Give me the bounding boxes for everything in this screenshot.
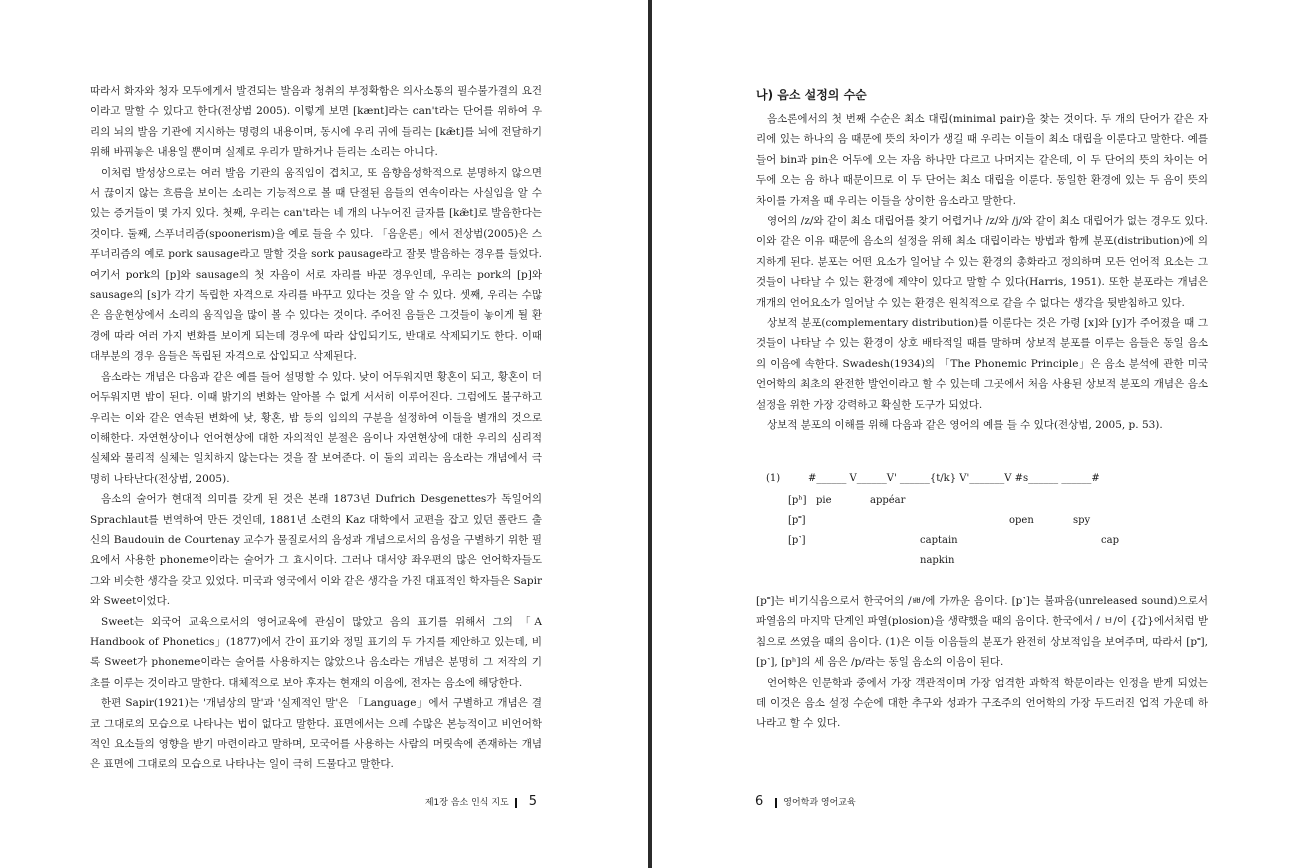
right-footer (755, 794, 856, 809)
example-word: napkin (920, 555, 955, 566)
paragraph: 상보적 분포의 이해를 위해 다음과 같은 영어의 예를 들 수 있다(전상범, 2005, p. 53). (767, 419, 1163, 432)
footer-divider (515, 798, 517, 808)
section-title: 나) 음소 설정의 수순 (756, 88, 867, 102)
paragraph: [p˭]는 비기식음으로서 한국어의 /ㅃ/에 가까운 음이다. [p˺]는 불파음(unreleased sound)으로서 파열음의 마지막 단계인 파열(plosion)을 생략했을 때의 음이다. 한국에서 / ㅂ/이 {갑}에서처럼 받침으로 쓰였을 때의 음이다. (1)은 이들 이음들의 분포가 완전히 상보적임을 보여주며, 따라서 [p˭], [p˺], [pʰ]의 세 음은 /p/라는 동일 음소의 이음이 된다. (756, 595, 1208, 669)
example-environment: #______ V______V' ______{t/k} V'_______V #s______ ______# (808, 473, 1100, 484)
right-body-text-2 (756, 591, 1208, 734)
left-footer (425, 794, 543, 809)
paragraph: 영어의 /z/와 같이 최소 대립어를 찾기 어렵거나 /z/와 /j/와 같이 최소 대립어가 없는 경우도 있다. 이와 같은 이유 때문에 음소의 설정을 위해 최소 대립이라는 방법과 함께 분포(distribution)에 의지하게 된다. 분포는 어떤 요소가 일어날 수 있는 환경의 총화라고 정의하며 모든 언어적 요소는 그것들이 나타날 수 있는 환경에 제약이 있다고 말할 수 있다(Harris, 1951). 또한 분포라는 개념은 개개의 언어요소가 일어날 수 있는 환경은 원칙적으로 같을 수 없다는 생각을 뒷받침하고 있다. (756, 215, 1208, 309)
page-number: 5 (528, 794, 537, 809)
example-word: pie (816, 495, 832, 506)
example-word: open (1009, 515, 1034, 526)
left-body-text (90, 81, 542, 775)
paragraph: 이처럼 발성상으로는 여러 발음 기관의 움직임이 겹치고, 또 음향음성학적으로 분명하지 않으면서 끊이지 않는 흐름을 보이는 소리는 기능적으로 볼 때 단절된 음들의 연속이라는 사실임을 알 수 있는 증거들이 몇 가지 있다. 첫째, 우리는 can't라는 네 개의 나누어진 글자를 [kæ̃t]로 발음한다는 것이다. 둘째, 스푸너리즘(spoonerism)을 예로 들을 수 있다. 「음운론」에서 전상범(2005)은 스푸너리즘의 예로 pork sausage라고 말할 것을 sork pausage라고 잘못 발음하는 경우를 들었다. 여기서 pork의 [p]와 sausage의 첫 자음이 서로 자리를 바꾼 경우인데, 우리는 pork의 [p]와 sausage의 [s]가 각기 독립한 자격으로 자리를 바꾸고 있다는 것을 알 수 있다. 셋째, 우리는 수많은 음운현상에서 소리의 움직임을 많이 볼 수 있다는 것이다. 주어진 음들은 그것들이 놓이게 될 환경에 따라 여러 가지 변화를 보이게 되는데 경우에 따라 삽입되기도, 반대로 삭제되기도 한다. 이때 대부분의 경우 음들은 독립된 자격으로 삽입되고 삭제된다. (90, 166, 542, 363)
page-number: 6 (755, 794, 764, 809)
allophone-aspirated: [pʰ] (788, 495, 807, 506)
paragraph: 따라서 화자와 청자 모두에게서 발견되는 발음과 청취의 부정확함은 의사소통의 필수불가결의 요건이라고 말할 수 있다고 한다(전상범 2005). 이렇게 보면 [kænt]라는 can't라는 단어를 위하여 우리의 뇌의 발음 기관에 지시하는 명령의 내용이며, 동시에 우리 귀에 들리는 [kæ̃t]를 뇌에 전달하기 위해 바꿔놓은 내용일 뿐이며 실제로 우리가 말하거나 듣리는 소리는 아니다. (90, 85, 542, 159)
paragraph: 음소론에서의 첫 번째 수순은 최소 대립(minimal pair)을 찾는 것이다. 두 개의 단어가 같은 자리에 있는 하나의 음 때문에 뜻의 차이가 생길 때 우리는 이들이 최소 대립을 이룬다고 말한다. 예를 들어 bin과 pin은 어두에 오는 자음 하나만 다르고 나머지는 같은데, 이 두 단어의 뜻의 차이는 어두에 오는 음 하나 때문이므로 이 두 단어는 최소 대립을 이룬다. 동일한 환경에 있는 두 음이 뜻의 차이를 가져올 때 우리는 이들을 상이한 음소라고 말한다. (756, 113, 1208, 207)
allophone-unaspirated: [p˭] (788, 515, 806, 526)
left-page (0, 0, 648, 868)
footer-divider (775, 798, 777, 808)
book-title: 영어학과 영어교육 (783, 798, 856, 808)
paragraph: 상보적 분포(complementary distribution)를 이룬다는 것은 가령 [x]와 [y]가 주어졌을 때 그것들이 나타날 수 있는 환경이 상호 배타적일 때를 말하며 상보적 분포를 이루는 음들은 동일 음소의 이음에 속한다. Swadesh(1934)의 「The Phonemic Principle」은 음소 분석에 관한 미국 언어학의 최초의 완전한 발언이라고 할 수 있는데 그곳에서 처음 사용된 상보적 분포의 개념은 음소 설정을 위한 가장 강력하고 확실한 도구가 되었다. (756, 317, 1208, 411)
paragraph: Sweet는 외국어 교육으로서의 영어교육에 관심이 많았고 음의 표기를 위해서 그의 「A Handbook of Phonetics」(1877)에서 간이 표기와 정밀 표기의 두 가지를 제안하고 있는데, 비록 Sweet가 phoneme이라는 술어를 사용하지는 않았으나 음소라는 개념은 분명히 그 저작의 기초를 이루는 것이라고 말한다. 대체적으로 보아 후자는 현재의 이음에, 전자는 음소에 해당한다. (90, 615, 542, 689)
right-body-text (756, 109, 1208, 436)
example-word: spy (1073, 515, 1091, 526)
example-word: cap (1101, 535, 1119, 546)
paragraph: 한편 Sapir(1921)는 '개념상의 말'과 '실제적인 말'은 「Language」에서 구별하고 개념은 결코 그대로의 모습으로 나타나는 법이 없다고 말한다. 표면에서는 으레 수많은 본능적이고 비언어학적인 요소들의 영향을 받기 마련이라고 말하며, 모국어를 사용하는 사람의 머릿속에 존재하는 개념은 표면에 그대로의 모습으로 나타나는 일이 극히 드물다고 말한다. (90, 697, 542, 771)
paragraph: 음소라는 개념은 다음과 같은 예를 들어 설명할 수 있다. 낮이 어두워지면 황혼이 되고, 황혼이 더 어두워지면 밤이 된다. 이때 밝기의 변화는 알아볼 수 없게 서서히 이루어진다. 그럼에도 불구하고 우리는 이와 같은 연속된 변화에 낮, 황혼, 밤 등의 임의의 구분을 설정하여 이들을 별개의 것으로 이해한다. 자연현상이나 언어현상에 대한 자의적인 분절은 음이나 자연현상에 대한 우리의 심리적 실체와 물리적 실체는 일치하지 않는다는 것을 잘 보여준다. 이 둘의 괴리는 음소라는 개념에서 극명히 나타난다(전상범, 2005). (90, 370, 542, 485)
example-number: (1) (766, 473, 781, 484)
example-word: appéar (870, 495, 906, 506)
allophone-unreleased: [p˺] (788, 535, 806, 546)
paragraph: 음소의 술어가 현대적 의미를 갖게 된 것은 본래 1873년 Dufrich Desgenettes가 독일어의 Sprachlaut를 번역하여 만든 것인데, 1881년 소련의 Kaz 대학에서 교편을 잡고 있던 폴란드 출신의 Baudouin de Courtenay 교수가 물질로서의 음성과 개념으로서의 음성을 구별하기 위한 필요에서 사용한 phoneme이라는 술어가 그 효시이다. 그러나 대서양 좌우편의 많은 언어학자들도 그와 비슷한 생각을 갖고 있었다. 미국과 영국에서 이와 같은 생각을 가진 대표적인 학자들은 Sapir와 Sweet이었다. (90, 493, 542, 608)
paragraph: 언어학은 인문학과 중에서 가장 객관적이며 가장 엄격한 과학적 학문이라는 인정을 받게 되었는데 이것은 음소 설정 수순에 대한 추구와 성과가 구조주의 언어학의 가장 두드러진 업적 가운데 하나라고 할 수 있다. (756, 676, 1208, 730)
right-page (652, 0, 1301, 868)
chapter-title: 제1장 음소 인식 지도 (424, 798, 509, 808)
example-word: captain (920, 535, 958, 546)
